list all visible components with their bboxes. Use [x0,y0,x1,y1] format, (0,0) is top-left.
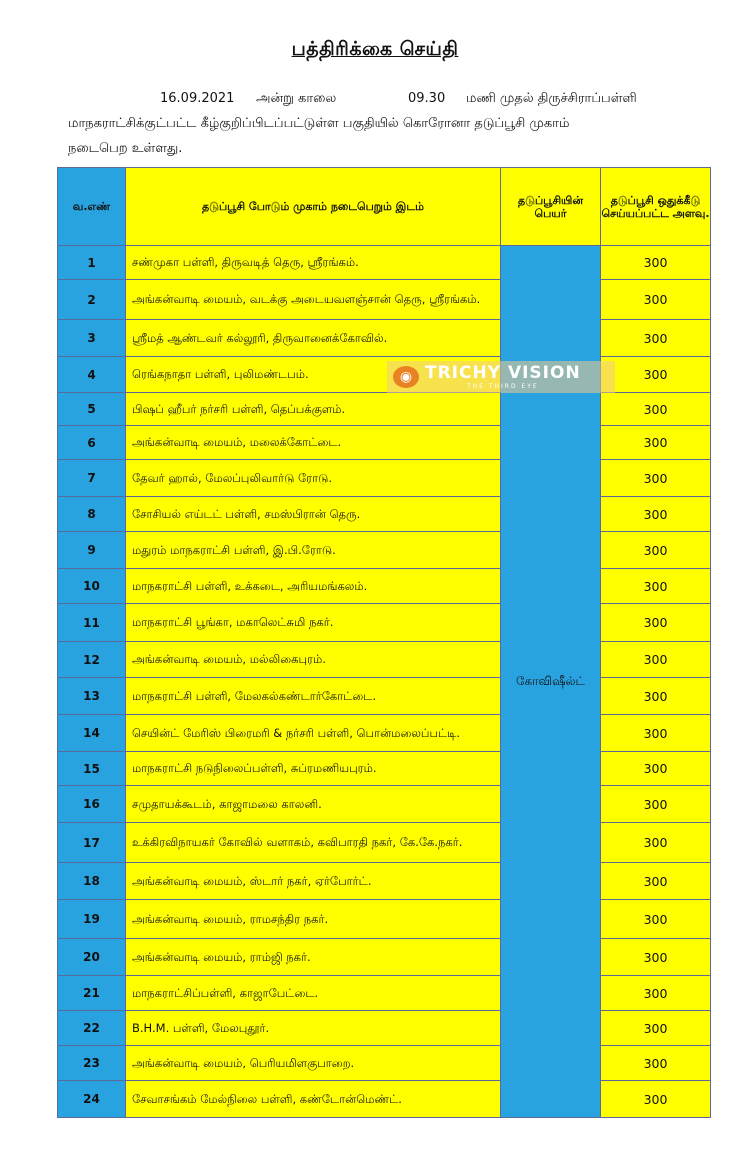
watermark-subtitle: THE THIRD EYE [466,382,539,390]
camp-location-cell: அங்கன்வாடி மையம், பெரியமிளகுபாறை. [126,1046,501,1081]
vaccination-camp-table [57,167,711,1118]
table-row [58,678,711,715]
camp-location-cell: தேவர் ஹால், மேலப்புலிவார்டு ரோடு. [126,460,501,497]
table-row [58,246,711,280]
allocated-quantity-cell: 300 [601,460,711,497]
camp-location-cell: அங்கன்வாடி மையம், வடக்கு அடையவளஞ்சான் தெரு, ஸ்ரீரங்கம். [126,280,501,320]
table-row [58,569,711,604]
serial-number-cell: 6 [58,426,126,460]
allocated-quantity-cell: 300 [601,532,711,569]
allocated-quantity-cell: 300 [601,900,711,939]
serial-number-cell: 22 [58,1011,126,1046]
allocated-quantity-cell: 300 [601,280,711,320]
camp-location-cell: சேவாசங்கம் மேல்நிலை பள்ளி, கண்டோன்மெண்ட். [126,1081,501,1118]
serial-number-cell: 5 [58,393,126,426]
table-row [58,900,711,939]
table-row [58,642,711,678]
camp-location-cell: அங்கன்வாடி மையம், மலைக்கோட்டை. [126,426,501,460]
allocated-quantity-cell: 300 [601,678,711,715]
table-row [58,320,711,357]
allocated-quantity-cell: 300 [601,752,711,786]
serial-number-cell: 11 [58,604,126,642]
intro-on: அன்று காலை [256,91,337,106]
header-allocated-quantity: தடுப்பூசி ஒதுக்கீடு செய்யப்பட்ட அளவு. [601,168,711,246]
table-row [58,939,711,976]
serial-number-cell: 12 [58,642,126,678]
table-row [58,532,711,569]
camp-location-cell: மாநகராட்சி பள்ளி, உக்கடை, அரியமங்கலம். [126,569,501,604]
table-row [58,976,711,1011]
camp-location-cell: மாநகராட்சி நடுநிலைப்பள்ளி, சுப்ரமணியபுரம். [126,752,501,786]
camp-location-cell: அங்கன்வாடி மையம், ராம்ஜி நகர். [126,939,501,976]
camp-location-cell: மதுரம் மாநகராட்சி பள்ளி, இ.பி.ரோடு. [126,532,501,569]
table-row [58,715,711,752]
allocated-quantity-cell: 300 [601,939,711,976]
intro-line-3: நடைபெற உள்ளது. [68,141,183,156]
serial-number-cell: 21 [58,976,126,1011]
allocated-quantity-cell: 300 [601,823,711,863]
table-row [58,426,711,460]
serial-number-cell: 7 [58,460,126,497]
serial-number-cell: 2 [58,280,126,320]
table-row [58,460,711,497]
camp-location-cell: அங்கன்வாடி மையம், ராமசந்திர நகர். [126,900,501,939]
intro-date: 16.09.2021 [160,91,235,106]
allocated-quantity-cell: 300 [601,497,711,532]
page-title: பத்திரிக்கை செய்தி [291,38,459,60]
allocated-quantity-cell: 300 [601,246,711,280]
camp-location-cell: சண்முகா பள்ளி, திருவடித் தெரு, ஸ்ரீரங்கம். [126,246,501,280]
serial-number-cell: 8 [58,497,126,532]
table-row [58,497,711,532]
serial-number-cell: 15 [58,752,126,786]
allocated-quantity-cell: 300 [601,357,711,393]
camp-location-cell: செயின்ட் மேரிஸ் பிரைமரி & நர்சரி பள்ளி, பொன்மலைப்பட்டி. [126,715,501,752]
vaccine-name-cell: கோவிஷீல்ட் [501,246,601,1118]
intro-paragraph [68,86,688,161]
header-serial-number: வ.எண் [58,168,126,246]
allocated-quantity-cell: 300 [601,426,711,460]
serial-number-cell: 14 [58,715,126,752]
watermark-title: TRICHY VISION [425,362,581,383]
header-camp-location: தடுப்பூசி போடும் முகாம் நடைபெறும் இடம் [126,168,501,246]
serial-number-cell: 23 [58,1046,126,1081]
allocated-quantity-cell: 300 [601,715,711,752]
allocated-quantity-cell: 300 [601,1046,711,1081]
camp-location-cell: அங்கன்வாடி மையம், மல்லிகைபுரம். [126,642,501,678]
allocated-quantity-cell: 300 [601,976,711,1011]
table-row [58,1046,711,1081]
header-vaccine-name: தடுப்பூசியின் பெயர் [501,168,601,246]
serial-number-cell: 16 [58,786,126,823]
allocated-quantity-cell: 300 [601,786,711,823]
camp-location-cell: பிஷப் ஹீபர் நர்சரி பள்ளி, தெப்பக்குளம். [126,393,501,426]
serial-number-cell: 10 [58,569,126,604]
table-row [58,1081,711,1118]
table-row [58,393,711,426]
allocated-quantity-cell: 300 [601,320,711,357]
camp-location-cell: சமுதாயக்கூடம், காஜாமலை காலனி. [126,786,501,823]
allocated-quantity-cell: 300 [601,1081,711,1118]
camp-location-cell: உக்கிரவிநாயகர் கோவில் வளாகம், கவிபாரதி நகர், கே.கே.நகர். [126,823,501,863]
allocated-quantity-cell: 300 [601,569,711,604]
serial-number-cell: 17 [58,823,126,863]
allocated-quantity-cell: 300 [601,863,711,900]
camp-location-cell: சோசியல் எய்டட் பள்ளி, சமஸ்பிரான் தெரு. [126,497,501,532]
serial-number-cell: 18 [58,863,126,900]
intro-rest: மணி முதல் திருச்சிராப்பள்ளி [466,91,637,106]
table-row [58,280,711,320]
serial-number-cell: 3 [58,320,126,357]
intro-line-2: மாநகராட்சிக்குட்பட்ட கீழ்குறிப்பிடப்பட்டுள்ள பகுதியில் கொரோனா தடுப்பூசி முகாம் [68,116,570,131]
serial-number-cell: 13 [58,678,126,715]
camp-location-cell: மாநகராட்சி பள்ளி, மேலகல்கண்டார்கோட்டை. [126,678,501,715]
allocated-quantity-cell: 300 [601,604,711,642]
camp-location-cell: ரெங்கநாதா பள்ளி, புலிமண்டபம். [126,357,501,393]
camp-location-cell: ஸ்ரீமத் ஆண்டவர் கல்லூரி, திருவானைக்கோவில். [126,320,501,357]
serial-number-cell: 9 [58,532,126,569]
serial-number-cell: 4 [58,357,126,393]
table-row [58,1011,711,1046]
serial-number-cell: 20 [58,939,126,976]
serial-number-cell: 1 [58,246,126,280]
serial-number-cell: 19 [58,900,126,939]
allocated-quantity-cell: 300 [601,393,711,426]
table-row [58,604,711,642]
camp-location-cell: மாநகராட்சிப்பள்ளி, காஜாபேட்டை. [126,976,501,1011]
table-row [58,752,711,786]
intro-time: 09.30 [408,91,446,106]
table-row [58,786,711,823]
allocated-quantity-cell: 300 [601,1011,711,1046]
serial-number-cell: 24 [58,1081,126,1118]
camp-location-cell: B.H.M. பள்ளி, மேலபுதூர். [126,1011,501,1046]
eye-logo-icon: ◉ [393,366,419,388]
allocated-quantity-cell: 300 [601,642,711,678]
trichy-vision-watermark [387,361,615,393]
camp-location-cell: மாநகராட்சி பூங்கா, மகாலெட்சுமி நகர். [126,604,501,642]
camp-location-cell: அங்கன்வாடி மையம், ஸ்டார் நகர், ஏர்போர்ட். [126,863,501,900]
table-row [58,863,711,900]
table-row [58,823,711,863]
